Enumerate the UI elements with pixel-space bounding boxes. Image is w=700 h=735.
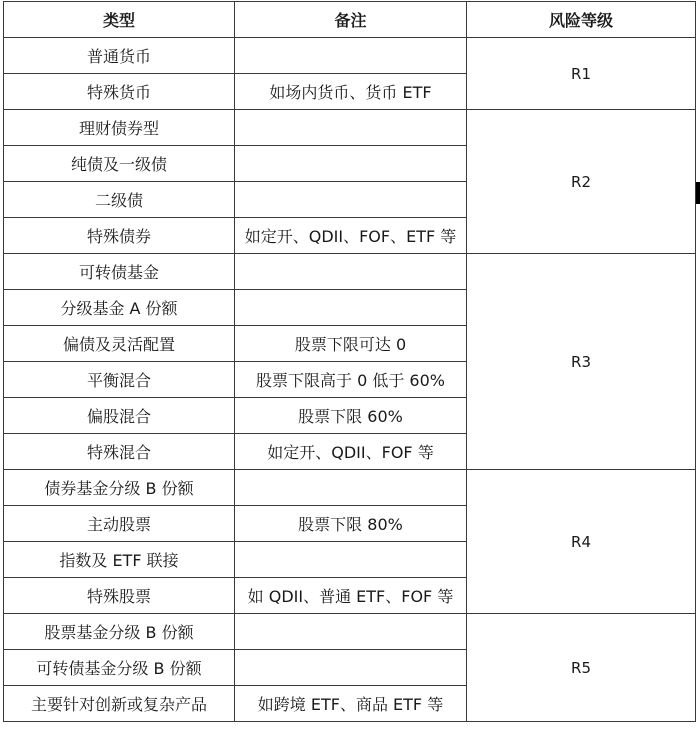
cell-note: 如跨境 ETF、商品 ETF 等 — [235, 686, 467, 722]
cell-risk-level: R2 — [467, 110, 696, 254]
cell-note — [235, 254, 467, 290]
header-row — [4, 2, 696, 38]
cell-type: 特殊债券 — [4, 218, 235, 254]
cell-type: 偏债及灵活配置 — [4, 326, 235, 362]
cell-note — [235, 290, 467, 326]
cell-type: 主动股票 — [4, 506, 235, 542]
cell-type: 偏股混合 — [4, 398, 235, 434]
table-row — [4, 470, 696, 506]
cell-type: 分级基金 A 份额 — [4, 290, 235, 326]
cell-note: 股票下限高于 0 低于 60% — [235, 362, 467, 398]
cell-note: 股票下限可达 0 — [235, 326, 467, 362]
cell-type: 理财债券型 — [4, 110, 235, 146]
cell-type: 特殊股票 — [4, 578, 235, 614]
cell-type: 纯债及一级债 — [4, 146, 235, 182]
cell-type: 主要针对创新或复杂产品 — [4, 686, 235, 722]
cell-note — [235, 182, 467, 218]
cell-note: 股票下限 60% — [235, 398, 467, 434]
table-row — [4, 254, 696, 290]
cell-type: 特殊货币 — [4, 74, 235, 110]
cell-type: 股票基金分级 B 份额 — [4, 614, 235, 650]
cell-risk-level: R1 — [467, 38, 696, 110]
cell-note — [235, 650, 467, 686]
cell-note — [235, 470, 467, 506]
cell-note — [235, 146, 467, 182]
cell-note — [235, 614, 467, 650]
table-body — [4, 38, 696, 722]
cell-type: 平衡混合 — [4, 362, 235, 398]
table-row — [4, 110, 696, 146]
cell-note: 如定开、QDII、FOF 等 — [235, 434, 467, 470]
table-row — [4, 614, 696, 650]
cell-type: 可转债基金 — [4, 254, 235, 290]
cell-note: 如场内货币、货币 ETF — [235, 74, 467, 110]
cell-risk-level: R3 — [467, 254, 696, 470]
header-note: 备注 — [235, 2, 467, 38]
cell-note — [235, 542, 467, 578]
cell-type: 指数及 ETF 联接 — [4, 542, 235, 578]
header-level: 风险等级 — [467, 2, 696, 38]
cell-note — [235, 110, 467, 146]
risk-level-table — [3, 1, 696, 722]
edge-marker — [696, 182, 700, 204]
cell-note — [235, 38, 467, 74]
cell-type: 可转债基金分级 B 份额 — [4, 650, 235, 686]
header-type: 类型 — [4, 2, 235, 38]
cell-note: 如定开、QDII、FOF、ETF 等 — [235, 218, 467, 254]
cell-risk-level: R4 — [467, 470, 696, 614]
cell-type: 特殊混合 — [4, 434, 235, 470]
cell-type: 债券基金分级 B 份额 — [4, 470, 235, 506]
table-row — [4, 38, 696, 74]
cell-type: 二级债 — [4, 182, 235, 218]
cell-type: 普通货币 — [4, 38, 235, 74]
cell-risk-level: R5 — [467, 614, 696, 722]
cell-note: 如 QDII、普通 ETF、FOF 等 — [235, 578, 467, 614]
cell-note: 股票下限 80% — [235, 506, 467, 542]
